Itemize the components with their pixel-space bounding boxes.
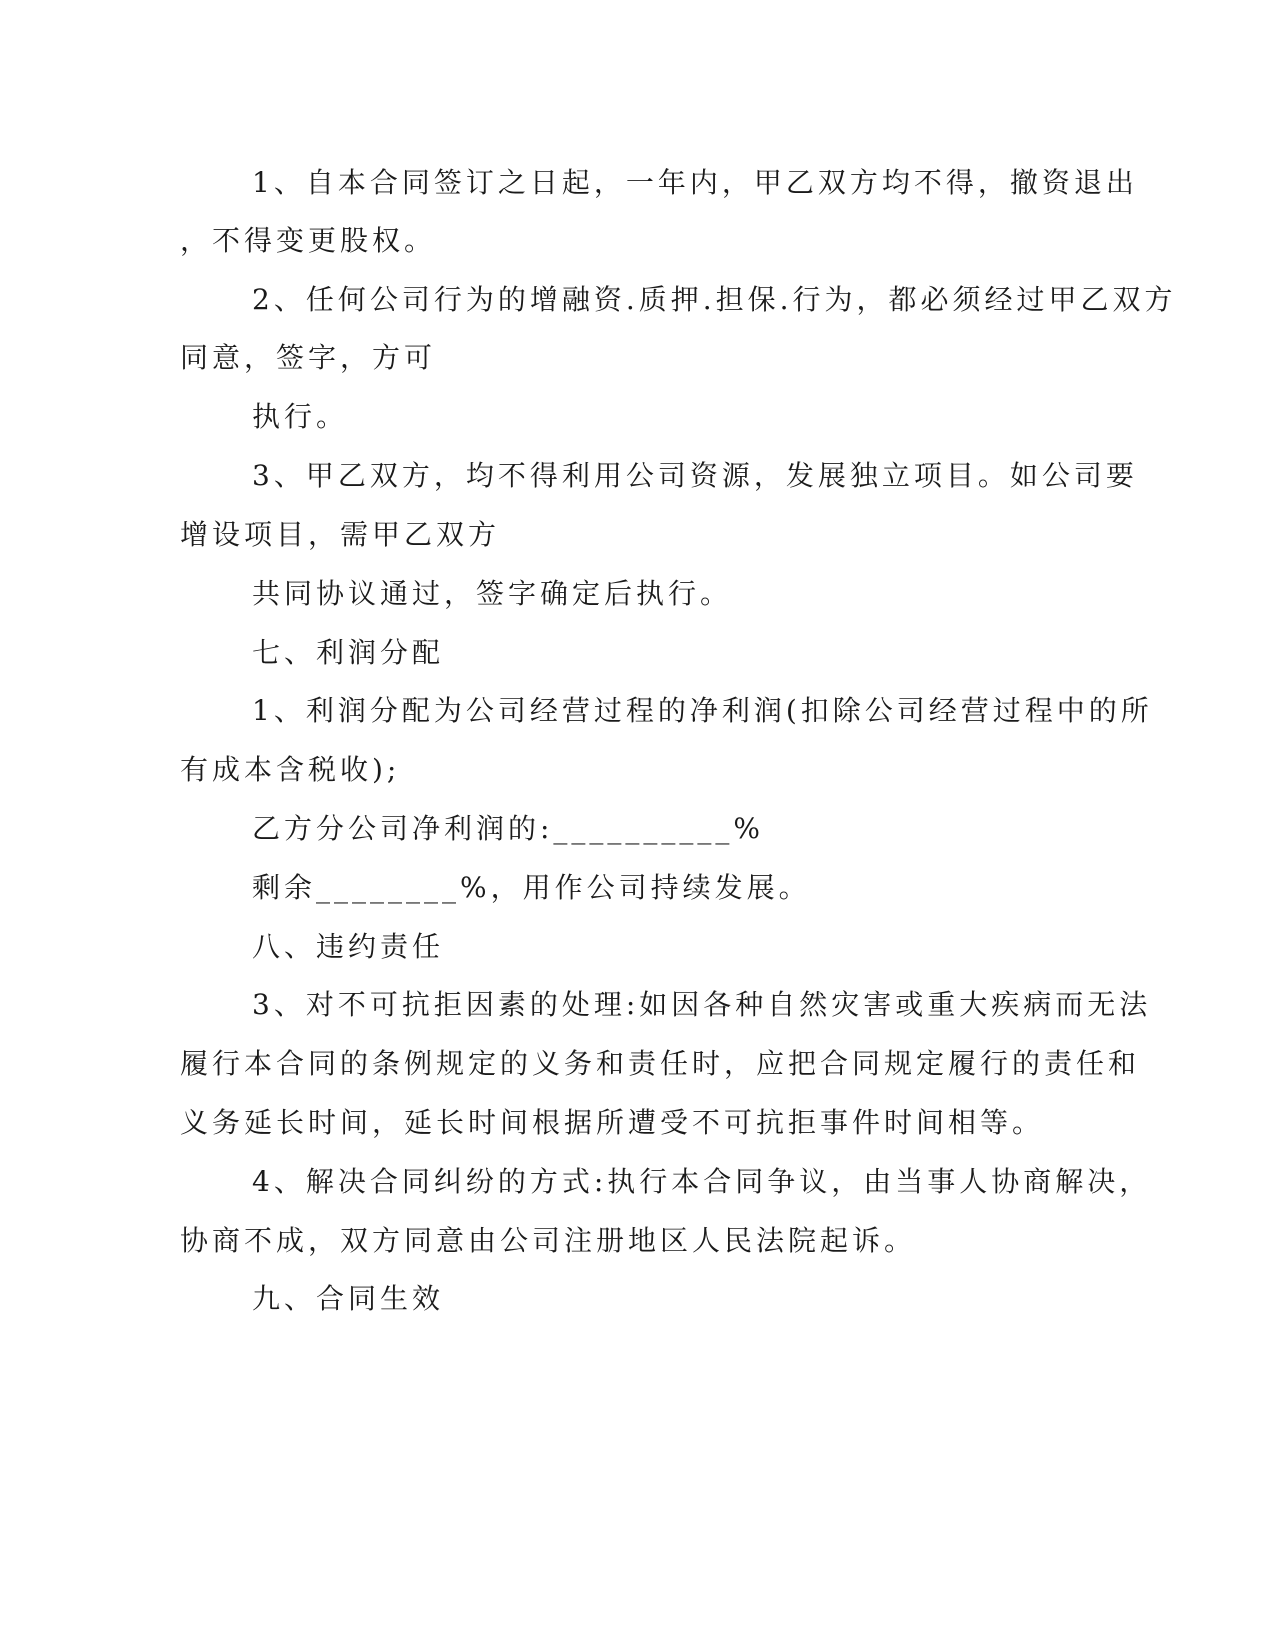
clause-3-line-2: 增设项目，需甲乙双方 bbox=[180, 518, 501, 551]
dispute-line-1: 4、解决合同纠纷的方式:执行本合同争议，由当事人协商解决， bbox=[252, 1165, 1152, 1198]
section-9-heading: 九、合同生效 bbox=[252, 1282, 445, 1315]
dispute-line-2: 协商不成，双方同意由公司注册地区人民法院起诉。 bbox=[180, 1224, 917, 1257]
force-majeure-line-2: 履行本合同的条例规定的义务和责任时，应把合同规定履行的责任和 bbox=[180, 1047, 1141, 1080]
clause-2-line-3: 执行。 bbox=[252, 400, 349, 433]
profit-clause-line-1: 1、利润分配为公司经营过程的净利润(扣除公司经营过程中的所 bbox=[252, 694, 1153, 727]
section-7-heading: 七、利润分配 bbox=[252, 636, 445, 669]
force-majeure-line-1: 3、对不可抗拒因素的处理:如因各种自然灾害或重大疾病而无法 bbox=[252, 988, 1152, 1021]
clause-1-line-1: 1、自本合同签订之日起，一年内，甲乙双方均不得，撤资退出 bbox=[252, 166, 1138, 199]
clause-2-line-2: 同意，签字，方可 bbox=[180, 341, 437, 374]
section-8-heading: 八、违约责任 bbox=[252, 930, 445, 963]
clause-2-line-1: 2、任何公司行为的增融资.质押.担保.行为，都必须经过甲乙双方 bbox=[252, 283, 1177, 316]
party-b-share-line: 乙方分公司净利润的:__________% bbox=[252, 812, 765, 845]
clause-3-line-3: 共同协议通过，签字确定后执行。 bbox=[252, 577, 733, 610]
clause-1-line-2: ，不得变更股权。 bbox=[180, 224, 437, 257]
clause-3-line-1: 3、甲乙双方，均不得利用公司资源，发展独立项目。如公司要 bbox=[252, 459, 1138, 492]
force-majeure-line-3: 义务延长时间，延长时间根据所遭受不可抗拒事件时间相等。 bbox=[180, 1106, 1045, 1139]
remaining-share-line: 剩余________%，用作公司持续发展。 bbox=[252, 871, 811, 904]
profit-clause-line-2: 有成本含税收); bbox=[180, 753, 401, 786]
